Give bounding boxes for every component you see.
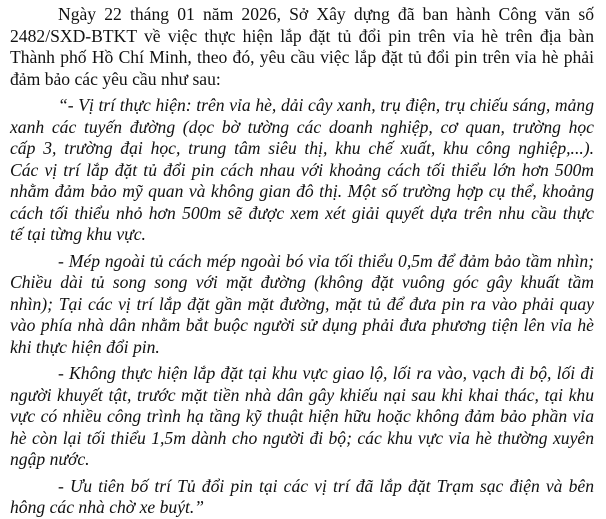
text-line: vực có nhiều công trình hạ tầng kỹ thuật hiện hữu hoặc không đảm bảo phần vỉa bbox=[10, 406, 594, 426]
text-line: ngập nước. bbox=[10, 449, 90, 469]
quoted-requirements bbox=[10, 95, 594, 519]
text-line: - Không thực hiện lắp đặt tại khu vực giao lộ, lối ra vào, vạch đi bộ, lối đi bbox=[58, 363, 594, 383]
text-line: hông các nhà chờ xe buýt.” bbox=[10, 497, 205, 517]
text-line: - Mép ngoài tủ cách mép ngoài bó vỉa tối thiểu 0,5m để đảm bảo tầm nhìn; bbox=[58, 250, 594, 271]
requirement-restricted-areas bbox=[10, 363, 594, 471]
text-line: Các vị trí lắp đặt tủ đổi pin cách nhau với khoảng cách tối thiểu lớn hơn 500m bbox=[10, 159, 594, 180]
requirement-location bbox=[10, 95, 594, 246]
requirement-cabinet-placement bbox=[10, 251, 594, 359]
text-line: cách tối thiểu nhỏ hơn 500m sẽ được xem xét giải quyết dựa trên nhu cầu thực bbox=[10, 202, 594, 223]
text-line: cấp 3, trường đại học, trung tâm siêu thị, khu chế xuất, khu công nghiệp,...). bbox=[10, 138, 594, 158]
document-body bbox=[10, 4, 594, 519]
text-line: tế tại từng khu vực. bbox=[10, 224, 146, 244]
requirement-priority bbox=[10, 476, 594, 519]
text-line: người khuyết tật, trước mặt tiền nhà dân gây khiếu nại sau khi khai thác, tại khu bbox=[10, 384, 594, 405]
intro-paragraph bbox=[10, 4, 594, 90]
text-line: đảm bảo các yêu cầu như sau: bbox=[10, 68, 221, 89]
text-line: - Ưu tiên bố trí Tủ đổi pin tại các vị trí đã lắp đặt Trạm sạc điện và bên bbox=[58, 475, 594, 496]
text-line: nhằm đảm bảo mỹ quan và không gian đô thị. Một số trường hợp cụ thể, khoảng bbox=[10, 181, 594, 201]
text-line: hè còn lại tối thiểu 1,5m dành cho người đi bộ; các khu vực vỉa hè thường xuyên bbox=[10, 427, 594, 448]
text-line: Thành phố Hồ Chí Minh, theo đó, yêu cầu việc lắp đặt tủ đổi pin trên vỉa hè phải bbox=[10, 47, 594, 67]
text-line: Chiều dài tủ song song với mặt đường (không đặt vuông góc gây khuất tầm bbox=[10, 272, 594, 292]
text-line: khi thực hiện đổi pin. bbox=[10, 336, 160, 357]
text-line: vào phía nhà dân nhằm bắt buộc người sử dụng phải đưa phương tiện lên vỉa hè bbox=[10, 315, 594, 335]
text-line: “- Vị trí thực hiện: trên vỉa hè, dải cây xanh, trụ điện, trụ chiếu sáng, mảng bbox=[58, 95, 594, 115]
text-line: Ngày 22 tháng 01 năm 2026, Sở Xây dựng đã ban hành Công văn số bbox=[58, 4, 594, 24]
text-line: 2482/SXD-BTKT về việc thực hiện lắp đặt tủ đổi pin trên vỉa hè trên địa bàn bbox=[10, 25, 594, 46]
text-line: nhìn); Tại các vị trí lắp đặt gần mặt đường, mặt tủ để đưa pin ra vào phải quay bbox=[10, 293, 594, 314]
text-line: xanh các tuyến đường (dọc bờ tường các doanh nghiệp, cơ quan, trường học bbox=[10, 116, 594, 137]
